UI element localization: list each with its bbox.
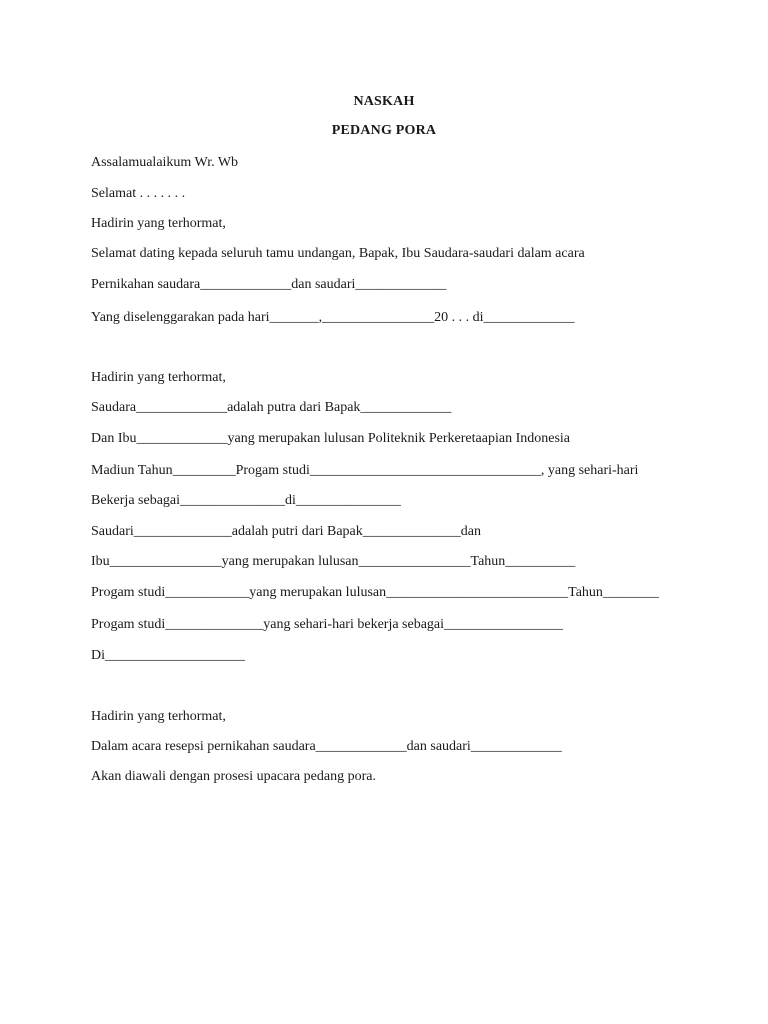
document-subtitle: PEDANG PORA [331, 123, 437, 138]
salutation-line: Hadirin yang terhormat, [91, 709, 226, 724]
groom-name-line: Saudara_____________adalah putra dari Bapak_____________ [91, 400, 452, 415]
procession-line: Akan diawali dengan prosesi upacara pedang pora. [91, 769, 376, 784]
bride-location-line: Di____________________ [91, 648, 245, 663]
salutation-line: Hadirin yang terhormat, [91, 216, 226, 231]
couple-names-line: Pernikahan saudara_____________dan saudari_____________ [91, 277, 447, 292]
reception-line: Dalam acara resepsi pernikahan saudara_____________dan saudari_____________ [91, 739, 562, 754]
bride-name-line: Saudari______________adalah putri dari Bapak______________dan [91, 524, 481, 539]
document-title: NASKAH [353, 94, 415, 109]
bride-work-line: Progam studi______________yang sehari-hari bekerja sebagai_________________ [91, 617, 564, 632]
groom-study-line: Madiun Tahun_________Progam studi_________________________________, yang sehari-hari [91, 463, 639, 478]
greeting-line: Assalamualaikum Wr. Wb [91, 155, 239, 170]
welcome-line: Selamat dating kepada seluruh tamu undangan, Bapak, Ibu Saudara-saudari dalam acara [91, 246, 585, 261]
opening-line: Selamat . . . . . . . [91, 186, 186, 201]
salutation-line: Hadirin yang terhormat, [91, 370, 226, 385]
bride-study-line: Progam studi____________yang merupakan lulusan__________________________Tahun________ [91, 585, 659, 600]
bride-mother-line: Ibu________________yang merupakan lulusan________________Tahun__________ [91, 554, 576, 569]
groom-parents-line: Dan Ibu_____________yang merupakan lulusan Politeknik Perkeretaapian Indonesia [91, 431, 570, 446]
groom-work-line: Bekerja sebagai_______________di_______________ [91, 493, 401, 508]
event-date-line: Yang diselenggarakan pada hari_______,________________20 . . . di_____________ [91, 310, 575, 325]
